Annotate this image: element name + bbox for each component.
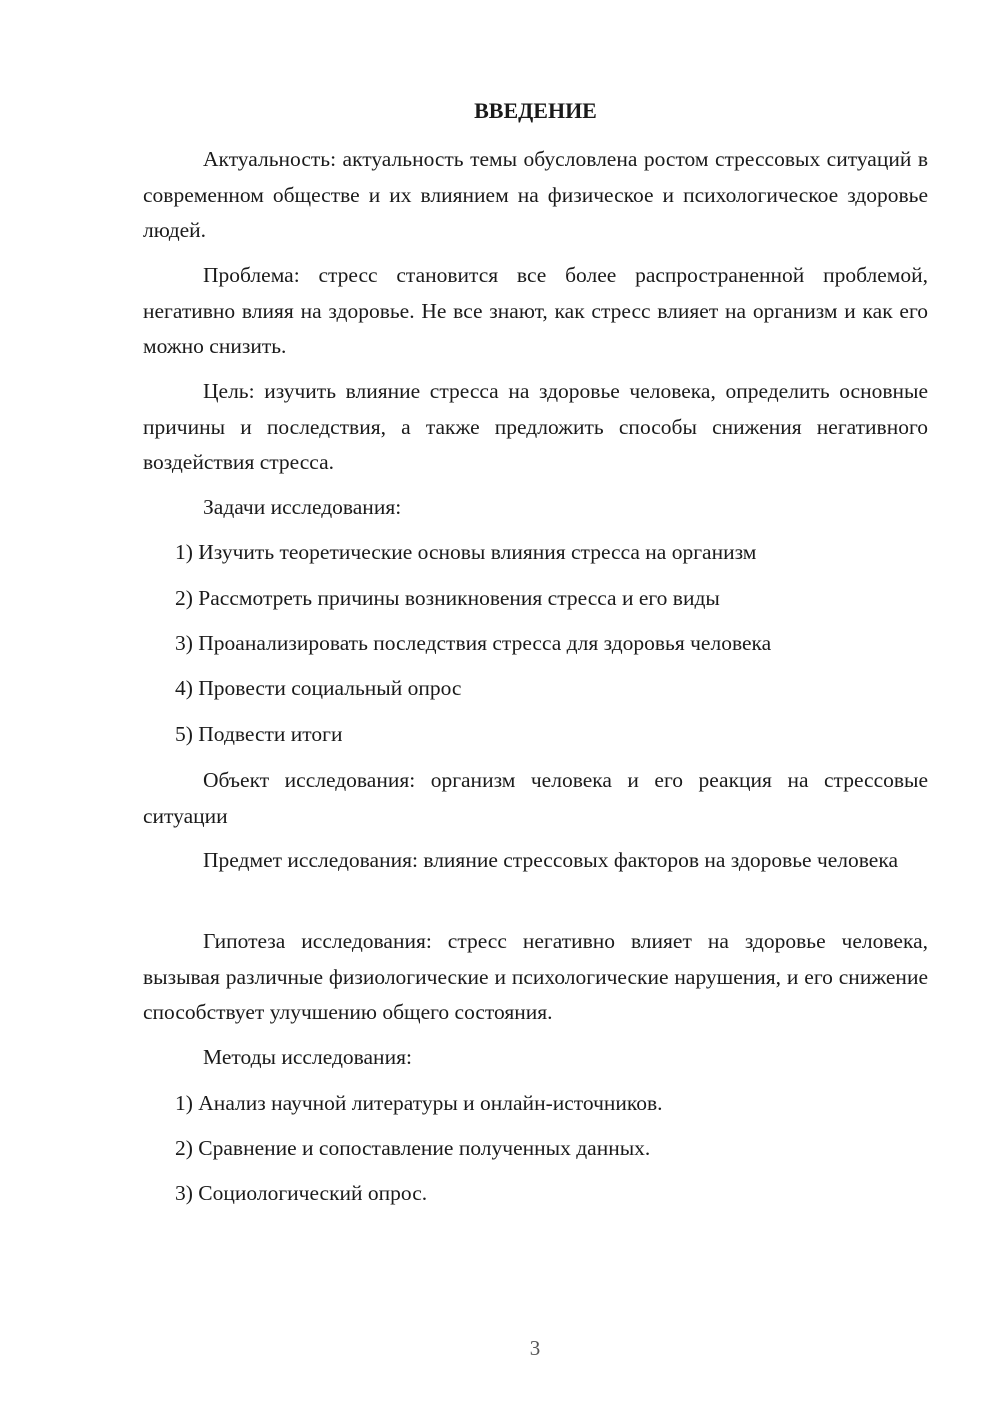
method-item-1: 1) Анализ научной литературы и онлайн-источников.	[175, 1091, 663, 1115]
task-item-2: 2) Рассмотреть причины возникновения стресса и его виды	[175, 586, 720, 610]
method-item-2: 2) Сравнение и сопоставление полученных данных.	[175, 1136, 651, 1160]
object-paragraph: Объект исследования: организм человека и его реакция на стрессовые ситуации	[143, 768, 928, 828]
page-number: 3	[529, 1336, 541, 1360]
hypothesis-paragraph: Гипотеза исследования: стресс негативно влияет на здоровье человека, вызывая различные физиологические и психологические нарушения, и его снижение способствует улучшению общего состояния.	[143, 929, 928, 1024]
section-title: ВВЕДЕНИЕ	[474, 98, 597, 123]
method-item-3: 3) Социологический опрос.	[175, 1181, 428, 1205]
task-item-4: 4) Провести социальный опрос	[175, 676, 462, 700]
tasks-heading: Задачи исследования:	[203, 495, 402, 519]
subject-paragraph: Предмет исследования: влияние стрессовых факторов на здоровье человека	[203, 848, 899, 872]
problem-paragraph: Проблема: стресс становится все более распространенной проблемой, негативно влияя на здоровье. Не все знают, как стресс влияет на организм и как его можно снизить.	[143, 263, 928, 358]
relevance-paragraph: Актуальность: актуальность темы обусловлена ростом стрессовых ситуаций в современном обществе и их влиянием на физическое и психологическое здоровье людей.	[143, 147, 928, 242]
task-item-3: 3) Проанализировать последствия стресса для здоровья человека	[175, 631, 772, 655]
goal-paragraph: Цель: изучить влияние стресса на здоровье человека, определить основные причины и последствия, а также предложить способы снижения негативного воздействия стресса.	[143, 379, 928, 474]
methods-heading: Методы исследования:	[203, 1045, 412, 1069]
task-item-1: 1) Изучить теоретические основы влияния стресса на организм	[175, 540, 757, 564]
task-item-5: 5) Подвести итоги	[175, 722, 343, 746]
